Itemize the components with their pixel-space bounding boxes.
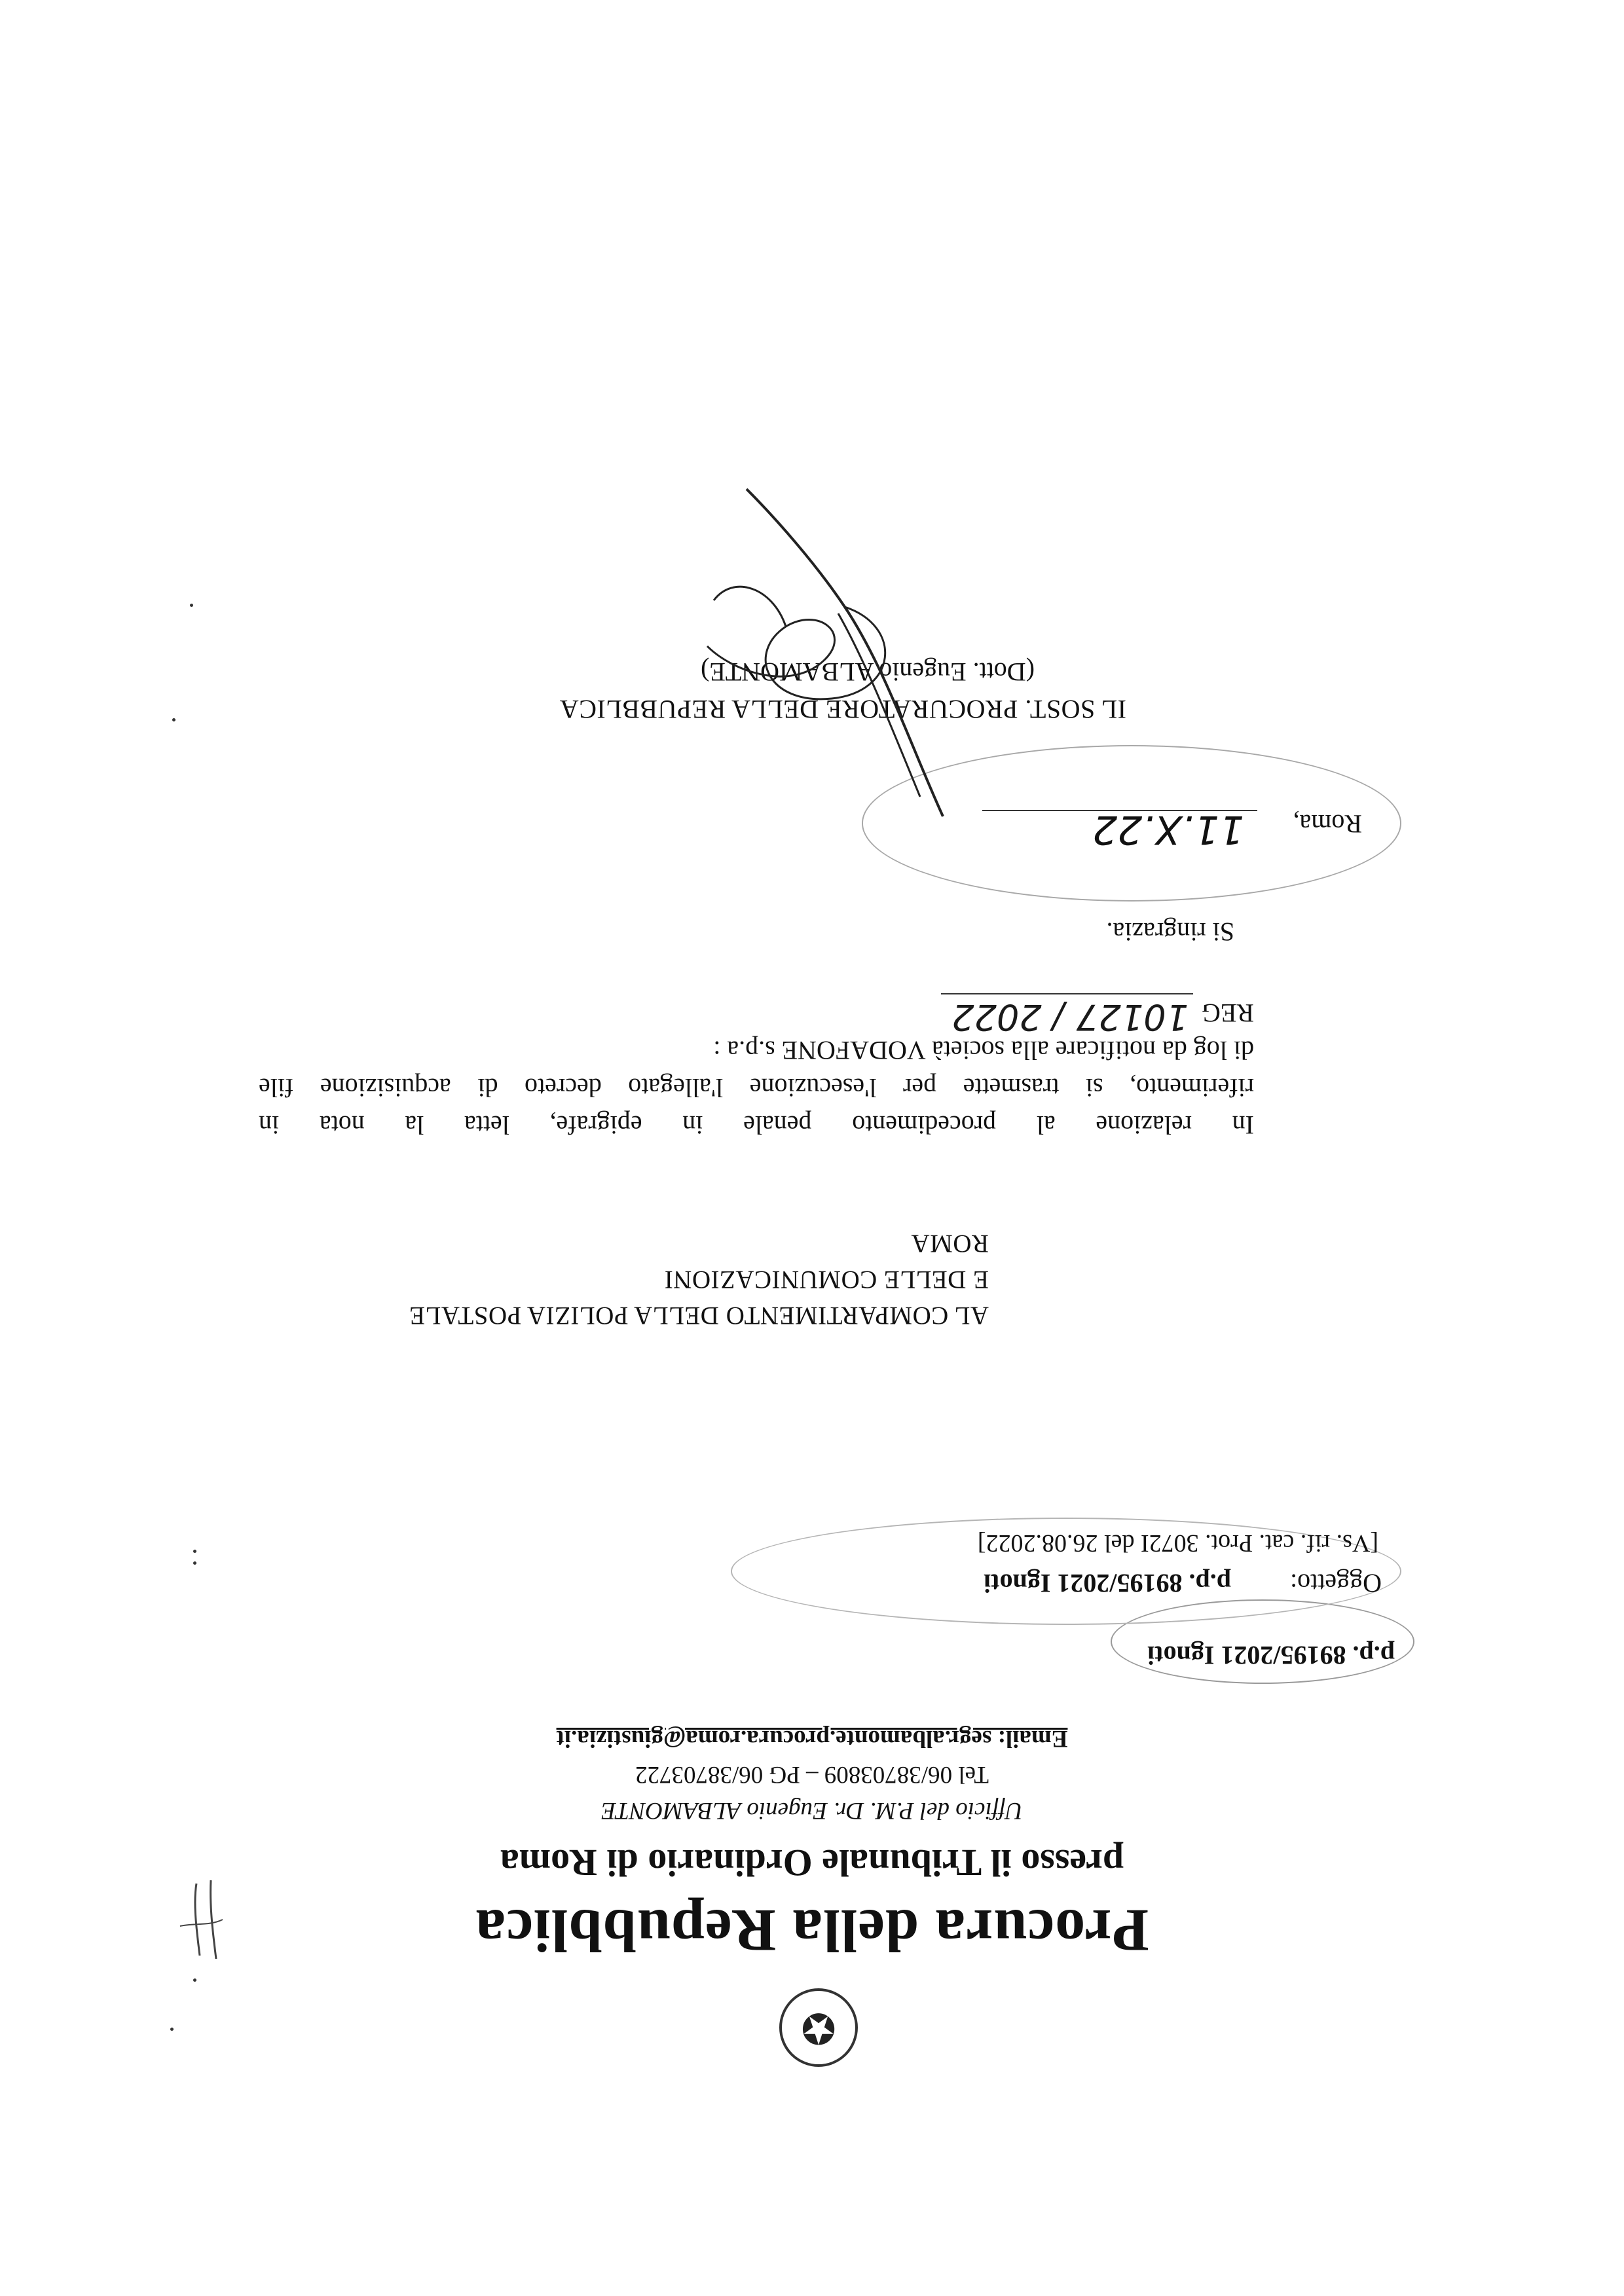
subject-label: Oggetto: [1290,1569,1382,1598]
thanks-text: Si ringrazia. [1106,917,1234,947]
scan-speck [170,2028,174,2031]
handwritten-initials [170,1874,229,1965]
date-handwritten: 11.X.22 [1092,807,1244,852]
subject-reference: p.p. 89195/2021 Ignoti [984,1569,1231,1598]
office-phone: Tel 06/38703809 – PG 06/38703722 [635,1761,989,1788]
addressee-line: AL COMPARTIMENTO DELLA POLIZIA POSTALE [409,1302,989,1330]
body-text-line: di log da notificare alla società VODAFONE s.p.a : [713,1036,1254,1065]
date-underline [982,810,1257,811]
star-icon: ✪ [801,2005,836,2051]
subject-note: [Vs. rif. cat. Prot. 3072I del 26.08.2022] [977,1529,1378,1557]
scan-speck [190,604,193,607]
office-title: Procura della Repubblica [475,1897,1149,1964]
scan-speck [172,718,175,721]
addressee-line: E DELLE COMUNICAZIONI [664,1266,989,1294]
office-email: Email: segr.albamonte.procura.roma@giustizia.it [556,1725,1068,1752]
scan-speck [193,1561,196,1565]
office-unit: Ufficio del P.M. Dr. Eugenio ALBAMONTE [600,1797,1024,1824]
office-subtitle: presso il Tribunale Ordinario di Roma [500,1842,1124,1884]
case-reference: p.p. 89195/2021 Ignoti [1147,1641,1395,1670]
registry-label: REG [1202,998,1254,1028]
handwritten-signature [655,483,982,823]
date-label: Roma, [1293,809,1362,839]
scan-speck [193,1978,196,1982]
addressee-city: ROMA [910,1230,989,1258]
italian-republic-emblem-icon [779,1988,858,2067]
scan-speck [193,1550,196,1553]
registry-number-handwritten: 10127 / 2022 [951,996,1189,1038]
emblem-circle [779,1988,858,2067]
body-text-line: riferimento, si trasmette per l'esecuzione l'allegato decreto di acquisizione file [259,1073,1254,1102]
body-text-line: In relazione al procedimento penale in epigrafe, letta la nota in [259,1110,1254,1140]
registry-underline [941,993,1193,994]
signer-name: (Dott. Eugenio ALBAMONTE) [701,657,1035,687]
signer-title: IL SOST. PROCURATORE DELLA REPUBBLICA [559,695,1126,724]
